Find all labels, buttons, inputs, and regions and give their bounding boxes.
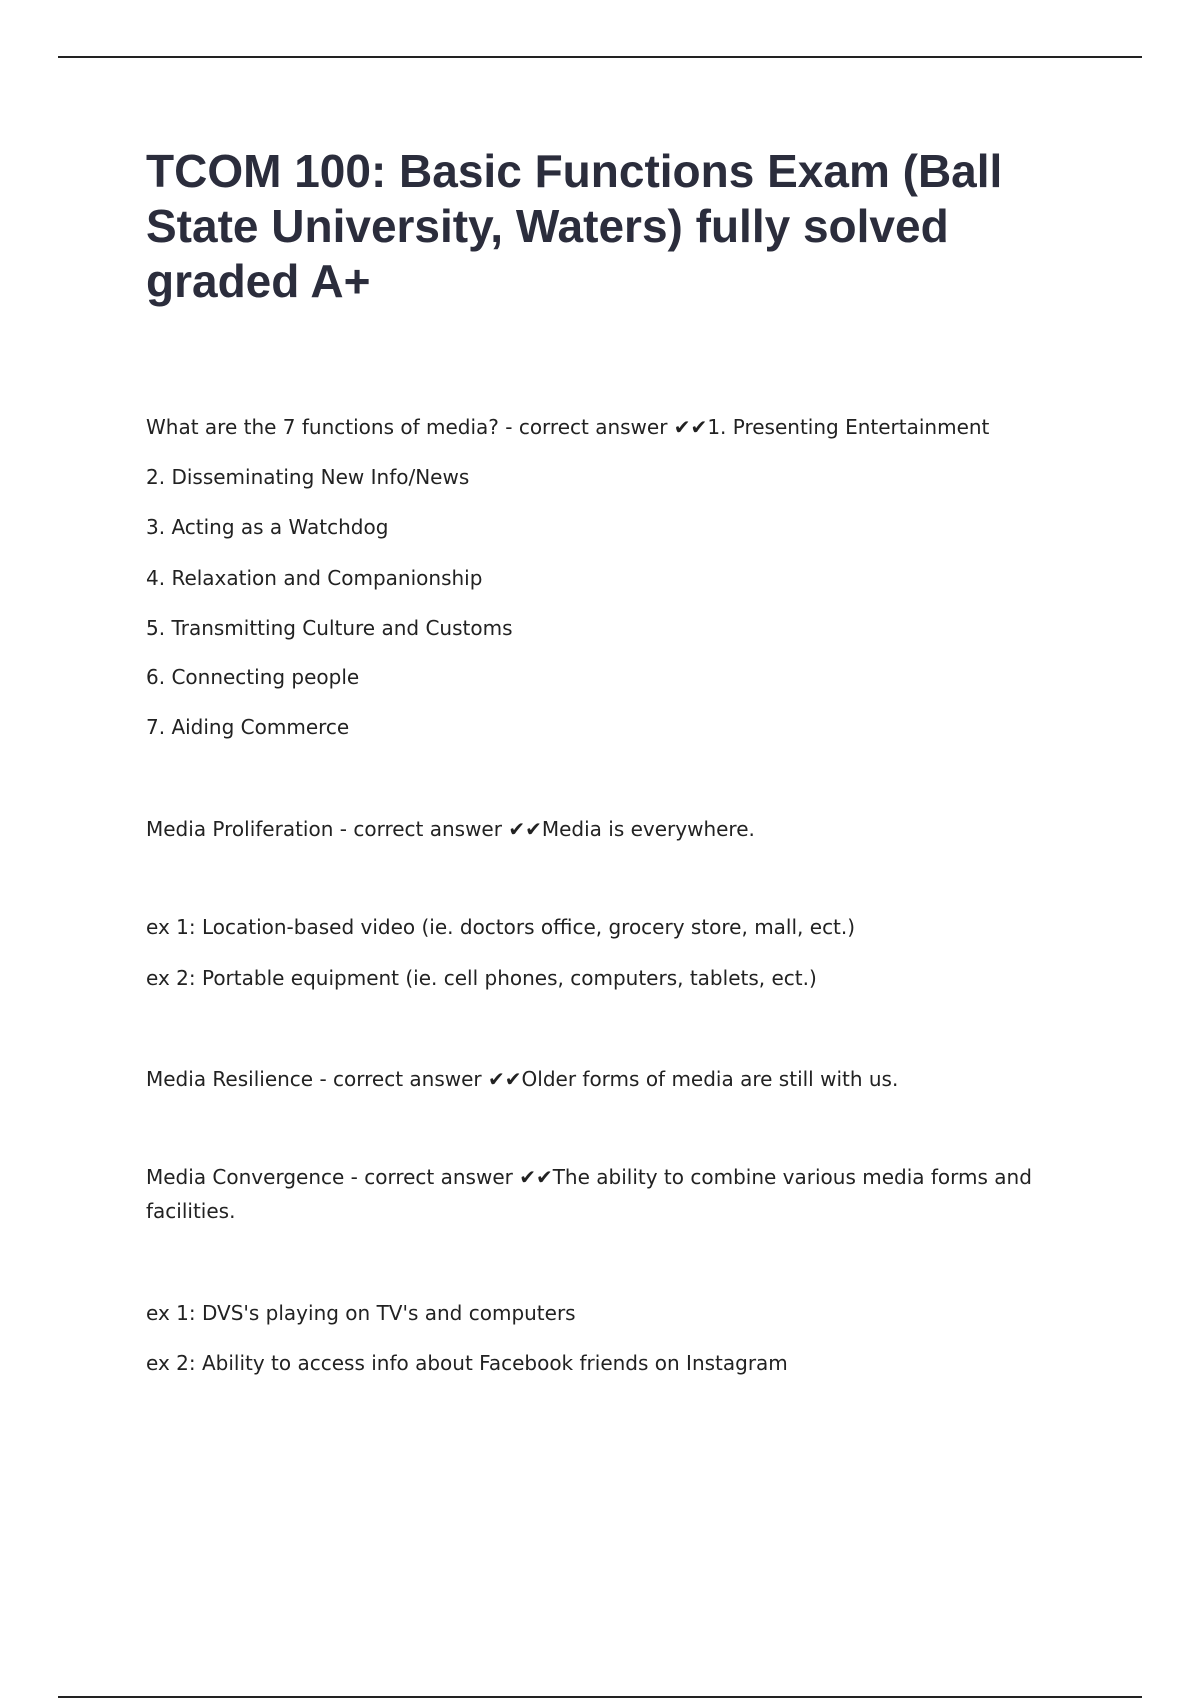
list-item: 5. Transmitting Culture and Customs: [146, 616, 513, 640]
question-functions-of-media: What are the 7 functions of media? - correct answer ✔✔1. Presenting Entertainment: [146, 415, 990, 439]
header-rule: [58, 56, 1142, 58]
example-line: ex 2: Ability to access info about Facebook friends on Instagram: [146, 1351, 788, 1375]
document-title: TCOM 100: Basic Functions Exam (Ball State University, Waters) fully solved graded A+: [146, 145, 1003, 307]
example-line: ex 1: Location-based video (ie. doctors office, grocery store, mall, ect.): [146, 915, 856, 939]
example-line: ex 1: DVS's playing on TV's and computers: [146, 1301, 576, 1325]
footer-rule: [58, 1696, 1142, 1698]
list-item: 6. Connecting people: [146, 665, 360, 689]
list-item: 2. Disseminating New Info/News: [146, 465, 470, 489]
list-item: 4. Relaxation and Companionship: [146, 566, 483, 590]
list-item: 7. Aiding Commerce: [146, 715, 350, 739]
question-media-resilience: Media Resilience - correct answer ✔✔Older forms of media are still with us.: [146, 1067, 899, 1091]
title-block: [146, 144, 1066, 309]
example-line: ex 2: Portable equipment (ie. cell phones, computers, tablets, ect.): [146, 966, 817, 990]
list-item: 3. Acting as a Watchdog: [146, 515, 389, 539]
question-media-proliferation: Media Proliferation - correct answer ✔✔Media is everywhere.: [146, 817, 755, 841]
question-media-convergence: Media Convergence - correct answer ✔✔The ability to combine various media forms and facilities.: [146, 1165, 1032, 1223]
